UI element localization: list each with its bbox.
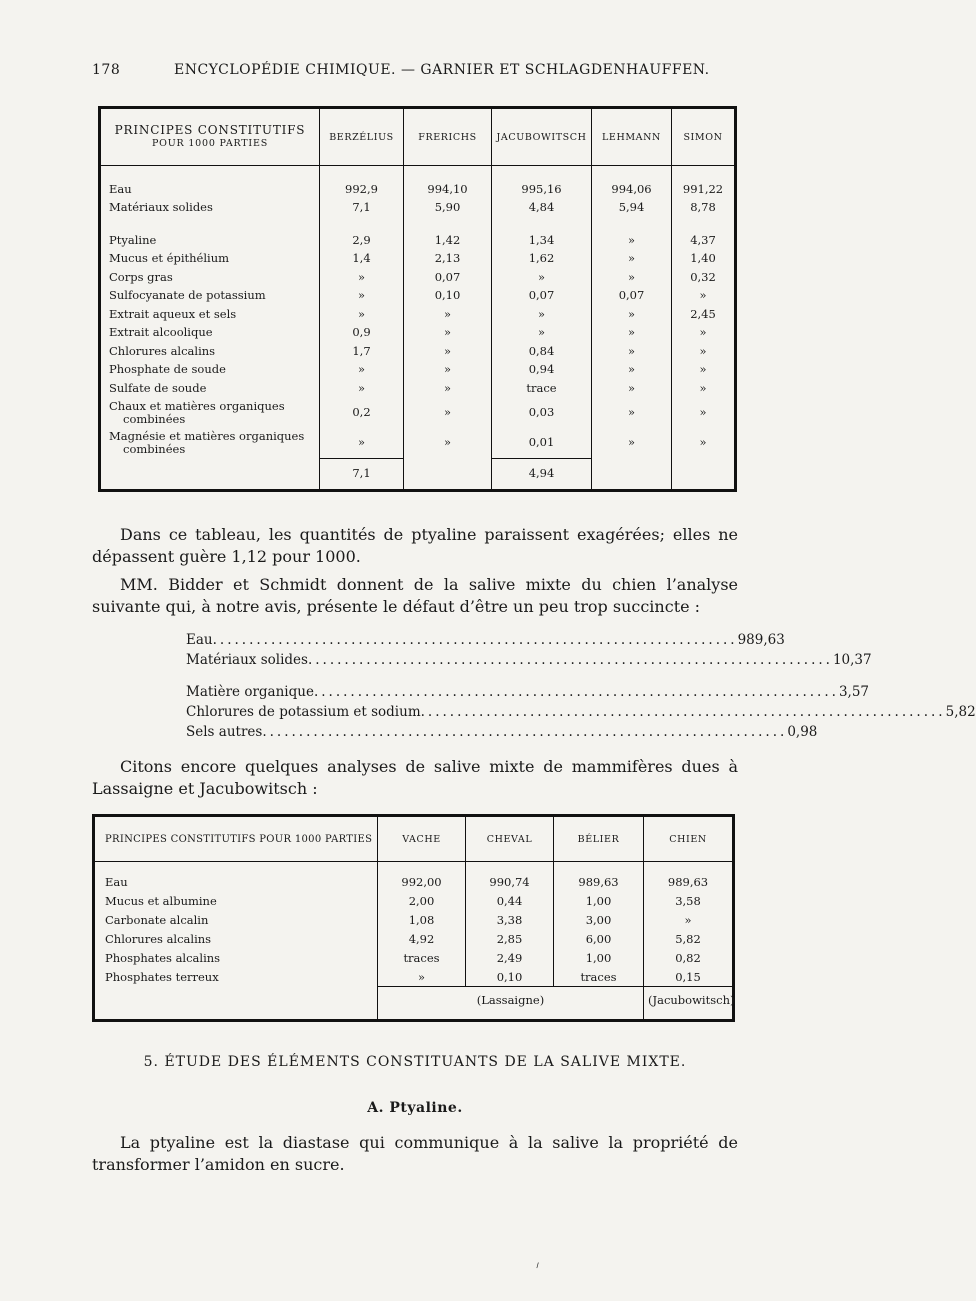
- cell: traces: [554, 967, 644, 987]
- cell: 1,40: [672, 250, 736, 269]
- cell: »: [644, 910, 734, 929]
- cell: 1,00: [554, 891, 644, 910]
- row-label: Mucus et épithélium: [109, 251, 230, 266]
- cell: »: [320, 428, 404, 459]
- cell: »: [492, 305, 592, 324]
- column-header: BÉLIER: [554, 816, 644, 862]
- column-header: BERZÉLIUS: [320, 108, 404, 166]
- cell: »: [320, 268, 404, 287]
- cell: »: [592, 379, 672, 398]
- cell: »: [672, 361, 736, 380]
- cell: 0,32: [672, 268, 736, 287]
- row-label: Carbonate alcalin: [105, 912, 209, 927]
- table-row: [94, 929, 734, 948]
- analysis-list-detail: [186, 684, 976, 744]
- cell: 1,42: [404, 231, 492, 250]
- column-header-principes: PRINCIPES CONSTITUTIFS POUR 1000 PARTIES: [94, 816, 378, 862]
- cell: 989,63: [644, 862, 734, 892]
- cell: »: [672, 398, 736, 428]
- row-label: Sulfocyanate de potassium: [109, 288, 266, 303]
- column-header: FRERICHS: [404, 108, 492, 166]
- cell: traces: [378, 948, 466, 967]
- analysis-list-summary: [186, 632, 872, 672]
- cell: »: [592, 361, 672, 380]
- table-row: [100, 231, 736, 250]
- cell: 994,06: [592, 180, 672, 199]
- row-label: Phosphates terreux: [105, 969, 219, 984]
- cell: »: [592, 231, 672, 250]
- cell: 1,62: [492, 250, 592, 269]
- cell: »: [592, 342, 672, 361]
- cell: 992,9: [320, 180, 404, 199]
- cell: »: [592, 268, 672, 287]
- running-title: ENCYCLOPÉDIE CHIMIQUE. — GARNIER ET SCHLAGDENHAUFFEN.: [174, 62, 710, 78]
- table-row: [94, 948, 734, 967]
- cell: »: [592, 250, 672, 269]
- row-label: Eau: [109, 181, 132, 196]
- subsection-title: A. Ptyaline.: [367, 1100, 463, 1116]
- cell: »: [672, 287, 736, 306]
- cell: 3,00: [554, 910, 644, 929]
- cell: 2,00: [378, 891, 466, 910]
- section-title: 5. ÉTUDE DES ÉLÉMENTS CONSTITUANTS DE LA SALIVE MIXTE.: [143, 1054, 687, 1070]
- cell: »: [404, 324, 492, 343]
- paragraph: Citons encore quelques analyses de salive mixte de mammifères dues à Lassaigne et Jacubowitsch :: [92, 757, 738, 798]
- total-cell: 7,1: [320, 458, 404, 490]
- cell: »: [320, 361, 404, 380]
- cell: 2,9: [320, 231, 404, 250]
- cell: 1,4: [320, 250, 404, 269]
- row-label: Chaux et matières organiques combinées: [109, 398, 285, 426]
- table-row: [100, 398, 736, 428]
- table-row: [100, 305, 736, 324]
- cell: 989,63: [554, 862, 644, 892]
- cell: »: [404, 428, 492, 459]
- cell: 1,7: [320, 342, 404, 361]
- composition-table-1: [98, 106, 737, 492]
- cell: 0,9: [320, 324, 404, 343]
- column-header: CHIEN: [644, 816, 734, 862]
- cell: 5,90: [404, 199, 492, 218]
- table-row: [94, 967, 734, 987]
- table-row: [100, 361, 736, 380]
- list-item: Sels autres ........................................................................ 0,98: [186, 724, 818, 740]
- cell: 3,38: [466, 910, 554, 929]
- page-number: 178: [92, 62, 121, 78]
- cell: 2,45: [672, 305, 736, 324]
- row-label: Extrait aqueux et sels: [109, 306, 237, 321]
- cell: 0,2: [320, 398, 404, 428]
- cell: 0,44: [466, 891, 554, 910]
- cell: »: [320, 287, 404, 306]
- table-header-row: [94, 816, 734, 862]
- cell: »: [592, 305, 672, 324]
- cell: 992,00: [378, 862, 466, 892]
- cell: 2,49: [466, 948, 554, 967]
- table-header-row: [100, 108, 736, 166]
- table-row: [94, 862, 734, 892]
- cell: »: [672, 428, 736, 459]
- table-row: [100, 199, 736, 218]
- cell: 0,07: [592, 287, 672, 306]
- row-label: Ptyaline: [109, 232, 157, 247]
- cell: 0,15: [644, 967, 734, 987]
- total-cell: 4,94: [492, 458, 592, 490]
- cell: 1,34: [492, 231, 592, 250]
- cell: 990,74: [466, 862, 554, 892]
- cell: 7,1: [320, 199, 404, 218]
- credit-lassaigne: (Lassaigne): [378, 987, 644, 1014]
- credit-jacubowitsch: (Jacubowitsch): [644, 987, 734, 1014]
- row-label: Eau: [105, 874, 128, 889]
- list-item: Eau ........................................................................ 989,63: [186, 632, 785, 648]
- cell: 0,07: [492, 287, 592, 306]
- cell: »: [672, 379, 736, 398]
- row-label: Magnésie et matières organiques combinées: [109, 428, 305, 456]
- cell: »: [592, 324, 672, 343]
- table-row: [100, 428, 736, 459]
- cell: 0,10: [466, 967, 554, 987]
- list-item: Matériaux solides ........................................................................ 10,37: [186, 652, 872, 668]
- cell: »: [320, 379, 404, 398]
- table-row: [94, 891, 734, 910]
- cell: 0,84: [492, 342, 592, 361]
- cell: 994,10: [404, 180, 492, 199]
- row-label: Phosphate de soude: [109, 362, 226, 377]
- cell: 0,01: [492, 428, 592, 459]
- cell: 0,07: [404, 268, 492, 287]
- row-label: Phosphates alcalins: [105, 950, 221, 965]
- table-row: [100, 324, 736, 343]
- table-row: [100, 379, 736, 398]
- table-row: [100, 180, 736, 199]
- column-header: VACHE: [378, 816, 466, 862]
- table-row: [100, 342, 736, 361]
- list-item: Matière organique ........................................................................ 3,57: [186, 684, 869, 700]
- table-row: [94, 910, 734, 929]
- spacer-row: [100, 217, 736, 231]
- cell: »: [492, 324, 592, 343]
- total-row: [100, 458, 736, 490]
- column-header-principes: PRINCIPES CONSTITUTIFS POUR 1000 PARTIES: [100, 108, 320, 166]
- row-label: Chlorures alcalins: [109, 343, 216, 358]
- cell: 3,58: [644, 891, 734, 910]
- stray-mark: ⸝: [530, 1255, 543, 1271]
- column-header: SIMON: [672, 108, 736, 166]
- cell: »: [672, 324, 736, 343]
- cell: 6,00: [554, 929, 644, 948]
- paragraph: MM. Bidder et Schmidt donnent de la salive mixte du chien l’analyse suivante qui, à notre avis, présente le défaut d’être un peu trop succincte :: [92, 575, 738, 616]
- list-item: Chlorures de potassium et sodium ........................................................................ 5,82: [186, 704, 976, 720]
- row-label: Mucus et albumine: [105, 893, 217, 908]
- cell: 1,08: [378, 910, 466, 929]
- table-row: [100, 287, 736, 306]
- cell: 4,92: [378, 929, 466, 948]
- cell: 8,78: [672, 199, 736, 218]
- paragraph: Dans ce tableau, les quantités de ptyaline paraissent exagérées; elles ne dépassent guère 1,12 pour 1000.: [92, 525, 738, 566]
- cell: »: [672, 342, 736, 361]
- table-row: [100, 250, 736, 269]
- spacer-row: [100, 166, 736, 181]
- cell: 1,00: [554, 948, 644, 967]
- cell: »: [378, 967, 466, 987]
- cell: 2,13: [404, 250, 492, 269]
- row-label: Corps gras: [109, 269, 173, 284]
- row-label: Chlorures alcalins: [105, 931, 212, 946]
- column-header: JACUBOWITSCH: [492, 108, 592, 166]
- cell: 0,10: [404, 287, 492, 306]
- row-label: Sulfate de soude: [109, 380, 207, 395]
- credit-row: [94, 987, 734, 1014]
- cell: 0,94: [492, 361, 592, 380]
- cell: »: [404, 379, 492, 398]
- cell: 0,82: [644, 948, 734, 967]
- cell: 995,16: [492, 180, 592, 199]
- cell: 991,22: [672, 180, 736, 199]
- composition-table-2: [92, 814, 735, 1022]
- cell: »: [592, 428, 672, 459]
- cell: »: [592, 398, 672, 428]
- cell: »: [404, 398, 492, 428]
- cell: 4,84: [492, 199, 592, 218]
- cell: trace: [492, 379, 592, 398]
- cell: »: [404, 305, 492, 324]
- paragraph: La ptyaline est la diastase qui communique à la salive la propriété de transformer l’amidon en sucre.: [92, 1133, 738, 1174]
- cell: 4,37: [672, 231, 736, 250]
- cell: 2,85: [466, 929, 554, 948]
- column-header: CHEVAL: [466, 816, 554, 862]
- cell: 0,03: [492, 398, 592, 428]
- cell: 5,82: [644, 929, 734, 948]
- column-header: LEHMANN: [592, 108, 672, 166]
- cell: »: [492, 268, 592, 287]
- cell: »: [320, 305, 404, 324]
- cell: »: [404, 342, 492, 361]
- cell: »: [404, 361, 492, 380]
- row-label: Matériaux solides: [109, 200, 213, 215]
- table-row: [100, 268, 736, 287]
- row-label: Extrait alcoolique: [109, 325, 213, 340]
- cell: 5,94: [592, 199, 672, 218]
